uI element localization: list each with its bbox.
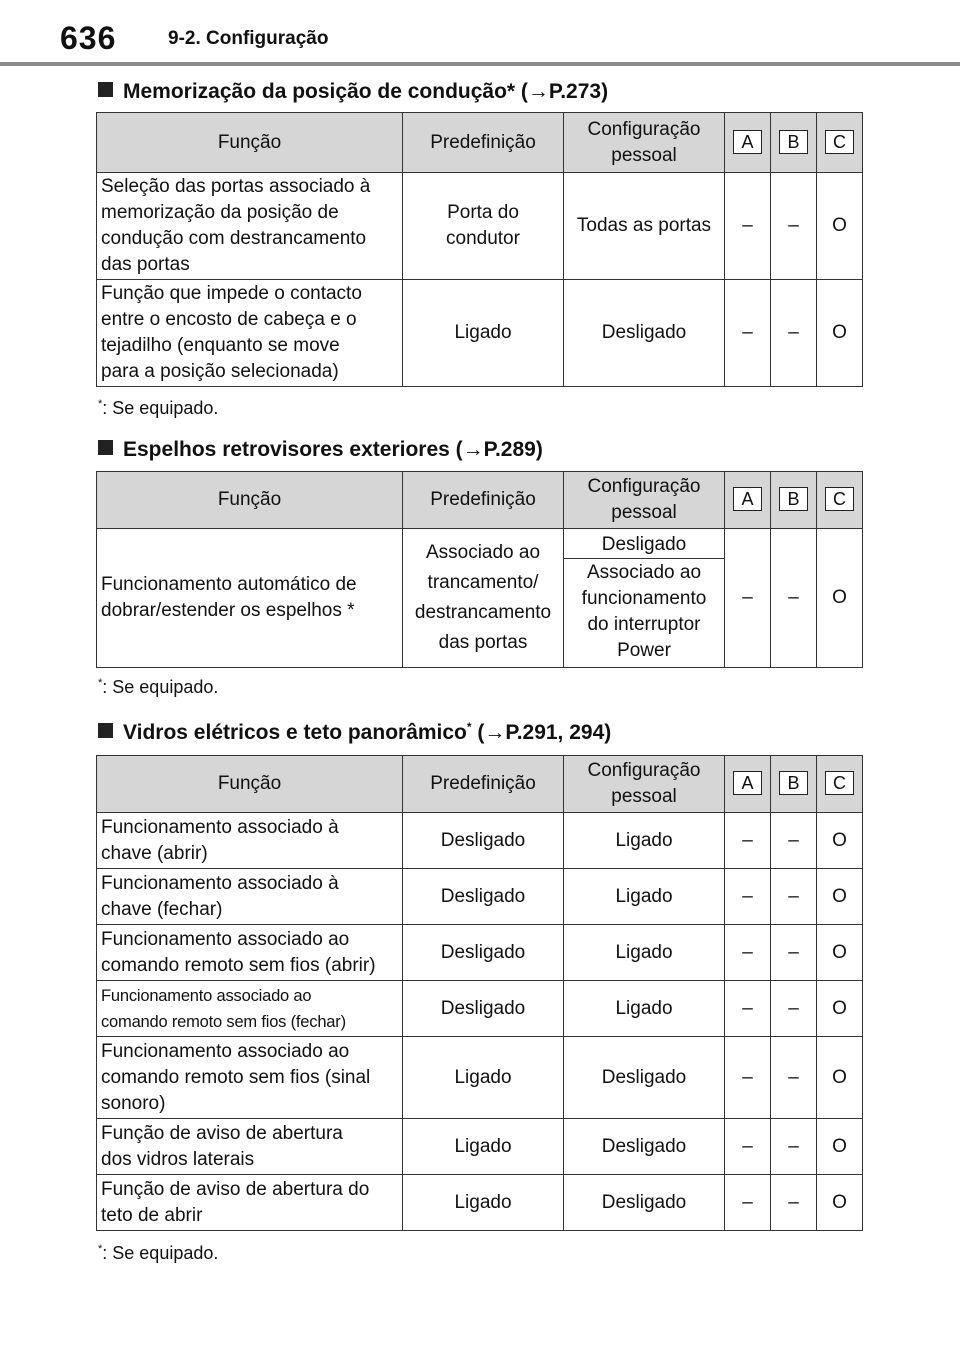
section-title-driving-position xyxy=(98,80,608,104)
cell-b: – xyxy=(771,1119,817,1175)
col-header-predefinicao: Predefinição xyxy=(403,472,564,529)
col-header-a: A xyxy=(725,472,771,529)
cell-configuracao: Ligado xyxy=(564,981,725,1037)
cell-b: – xyxy=(771,925,817,981)
header-divider xyxy=(0,62,960,66)
cell-a: – xyxy=(725,869,771,925)
cell-b: – xyxy=(771,1175,817,1231)
cell-c: O xyxy=(817,925,863,981)
bullet-square-icon xyxy=(98,723,113,738)
table-row xyxy=(97,1175,863,1231)
section-title-ref: (→P.291, 294) xyxy=(471,721,612,744)
cell-a: – xyxy=(725,1037,771,1119)
cell-b: – xyxy=(771,981,817,1037)
cell-configuracao: Desligado xyxy=(564,1037,725,1119)
footnote: *: Se equipado. xyxy=(98,1243,219,1263)
col-header-b: B xyxy=(771,113,817,173)
cell-b: – xyxy=(771,173,817,280)
footnote: *: Se equipado. xyxy=(98,677,219,697)
cell-b: – xyxy=(771,869,817,925)
cell-configuracao: Ligado xyxy=(564,925,725,981)
cell-c: O xyxy=(817,1175,863,1231)
cell-configuracao: Desligado xyxy=(564,1175,725,1231)
cell-b: – xyxy=(771,1037,817,1119)
table-row xyxy=(97,173,863,280)
table-header-row xyxy=(97,756,863,813)
section-title-text: Vidros elétricos e teto panorâmico xyxy=(123,721,467,744)
chapter-title: 9-2. Configuração xyxy=(168,28,329,49)
table-row xyxy=(97,1119,863,1175)
cell-funcao: Função de aviso de abertura dos vidros laterais xyxy=(97,1119,403,1175)
cell-funcao: Funcionamento automático de dobrar/estender os espelhos * xyxy=(97,529,403,668)
config-option-off: Desligado xyxy=(564,532,724,559)
cell-configuracao: Desligado xyxy=(564,280,725,387)
cell-b: – xyxy=(771,529,817,668)
footnote: *: Se equipado. xyxy=(98,398,219,418)
table-row xyxy=(97,529,863,668)
table-mirrors xyxy=(96,471,863,668)
cell-configuracao: Ligado xyxy=(564,869,725,925)
table-row xyxy=(97,981,863,1037)
section-title-mirrors xyxy=(98,438,543,462)
table-header-row xyxy=(97,472,863,529)
cell-c: O xyxy=(817,869,863,925)
cell-configuracao: Todas as portas xyxy=(564,173,725,280)
cell-predefinicao: Ligado xyxy=(403,280,564,387)
cell-predefinicao: Ligado xyxy=(403,1037,564,1119)
bullet-square-icon xyxy=(98,82,113,97)
cell-predefinicao: Porta do condutor xyxy=(403,173,564,280)
cell-predefinicao: Associado ao trancamento/ destrancamento das portas xyxy=(403,529,564,668)
cell-b: – xyxy=(771,280,817,387)
cell-a: – xyxy=(725,1119,771,1175)
col-header-funcao: Função xyxy=(97,472,403,529)
cell-a: – xyxy=(725,813,771,869)
col-header-configuracao: Configuração pessoal xyxy=(564,113,725,173)
cell-funcao: Funcionamento associado ao comando remoto sem fios (sinal sonoro) xyxy=(97,1037,403,1119)
col-header-c: C xyxy=(817,756,863,813)
cell-configuracao: Ligado xyxy=(564,813,725,869)
cell-configuracao xyxy=(564,529,725,668)
col-header-configuracao: Configuração pessoal xyxy=(564,472,725,529)
section-title-text: Memorização da posição de condução* (→P.273) xyxy=(123,80,609,103)
bullet-square-icon xyxy=(98,440,113,455)
cell-funcao: Funcionamento associado ao comando remoto sem fios (fechar) xyxy=(97,981,403,1037)
cell-c: O xyxy=(817,280,863,387)
cell-predefinicao: Desligado xyxy=(403,981,564,1037)
col-header-c: C xyxy=(817,472,863,529)
cell-a: – xyxy=(725,280,771,387)
cell-c: O xyxy=(817,1119,863,1175)
col-header-c: C xyxy=(817,113,863,173)
cell-c: O xyxy=(817,1037,863,1119)
cell-predefinicao: Desligado xyxy=(403,813,564,869)
cell-a: – xyxy=(725,529,771,668)
footnote-mark: * xyxy=(466,720,472,734)
cell-funcao: Funcionamento associado ao comando remoto sem fios (abrir) xyxy=(97,925,403,981)
page-number: 636 xyxy=(60,20,117,56)
table-windows xyxy=(96,755,863,1231)
cell-funcao: Funcionamento associado à chave (abrir) xyxy=(97,813,403,869)
cell-funcao: Função que impede o contacto entre o encosto de cabeça e o tejadilho (enquanto se move para a posição selecionada) xyxy=(97,280,403,387)
table-driving-position xyxy=(96,112,863,387)
table-row xyxy=(97,813,863,869)
table-row xyxy=(97,1037,863,1119)
table-header-row xyxy=(97,113,863,173)
cell-a: – xyxy=(725,173,771,280)
cell-predefinicao: Ligado xyxy=(403,1119,564,1175)
cell-a: – xyxy=(725,925,771,981)
col-header-funcao: Função xyxy=(97,756,403,813)
cell-c: O xyxy=(817,173,863,280)
config-option-power-switch: Associado ao funcionamento do interruptor Power xyxy=(581,561,707,661)
col-header-configuracao: Configuração pessoal xyxy=(564,756,725,813)
cell-predefinicao: Ligado xyxy=(403,1175,564,1231)
cell-predefinicao: Desligado xyxy=(403,869,564,925)
cell-c: O xyxy=(817,813,863,869)
cell-predefinicao: Desligado xyxy=(403,925,564,981)
col-header-a: A xyxy=(725,113,771,173)
col-header-funcao: Função xyxy=(97,113,403,173)
cell-a: – xyxy=(725,1175,771,1231)
col-header-b: B xyxy=(771,472,817,529)
col-header-a: A xyxy=(725,756,771,813)
cell-b: – xyxy=(771,813,817,869)
table-row xyxy=(97,280,863,387)
cell-funcao: Função de aviso de abertura do teto de abrir xyxy=(97,1175,403,1231)
cell-configuracao: Desligado xyxy=(564,1119,725,1175)
section-title-windows xyxy=(98,720,611,745)
col-header-b: B xyxy=(771,756,817,813)
cell-funcao: Seleção das portas associado à memorização da posição de condução com destrancamento das portas xyxy=(97,173,403,280)
cell-c: O xyxy=(817,529,863,668)
cell-c: O xyxy=(817,981,863,1037)
cell-a: – xyxy=(725,981,771,1037)
col-header-predefinicao: Predefinição xyxy=(403,756,564,813)
section-title-text: Espelhos retrovisores exteriores (→P.289) xyxy=(123,438,543,461)
table-row xyxy=(97,925,863,981)
cell-funcao: Funcionamento associado à chave (fechar) xyxy=(97,869,403,925)
table-row xyxy=(97,869,863,925)
col-header-predefinicao: Predefinição xyxy=(403,113,564,173)
